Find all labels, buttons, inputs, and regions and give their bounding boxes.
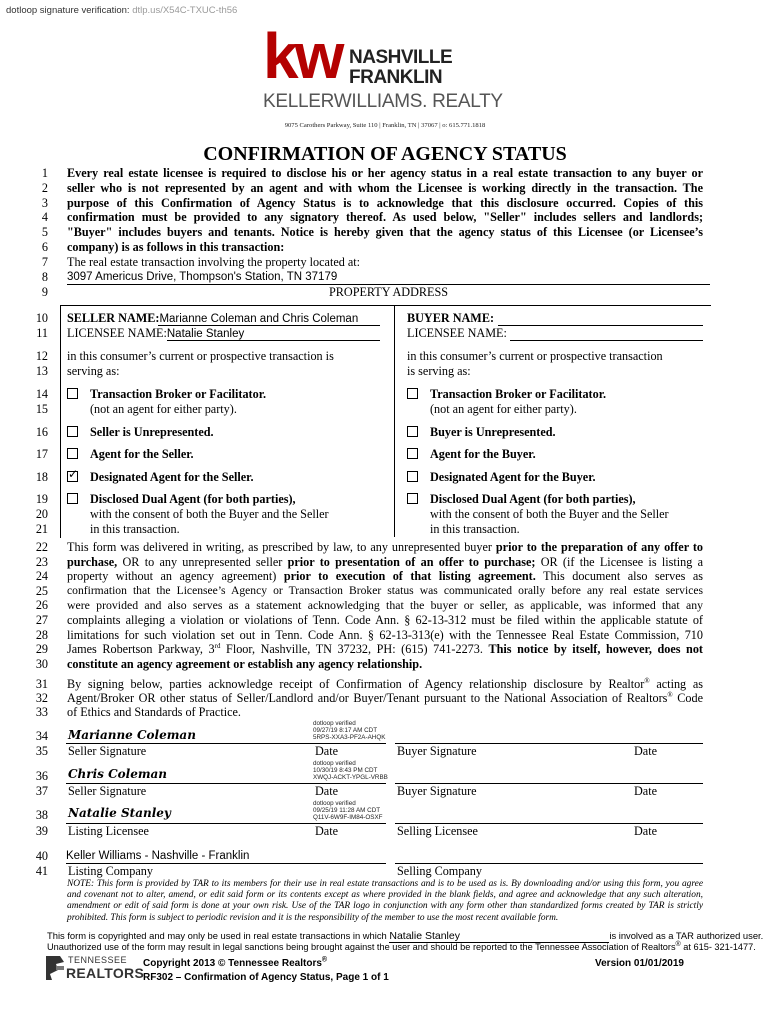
- seller-option-designated-agent[interactable]: [67, 470, 254, 485]
- line-number: 5: [41, 225, 48, 239]
- footer-copyright: [143, 958, 327, 970]
- checkbox-checked[interactable]: [67, 471, 78, 482]
- logo-city-franklin: FRANKLIN: [349, 67, 443, 88]
- seller-signature-label-2: Seller Signature: [68, 784, 147, 798]
- buyer-dual-note-2: in this transaction.: [430, 522, 520, 536]
- body-line-23: [67, 555, 703, 570]
- line-number: 35: [35, 744, 48, 758]
- seller-signature-2[interactable]: Chris Coleman: [68, 767, 168, 781]
- line-number: 6: [41, 240, 48, 254]
- line-number: 12: [35, 349, 48, 363]
- body-line-29: [67, 642, 703, 657]
- body-text-bold: purchase,: [67, 555, 118, 569]
- stamp-text: dotloop verified: [313, 800, 356, 807]
- seller-signature-label-1: Seller Signature: [68, 744, 147, 758]
- intro-line: confirmation must be provided to any signatory thereof. As used below, "Seller" includes sellers and landlords;: [67, 210, 703, 224]
- keller-williams-logo: [263, 20, 513, 118]
- logo-city-nashville: NASHVILLE: [349, 47, 453, 68]
- seller-licensee-value[interactable]: Natalie Stanley: [166, 328, 245, 340]
- seller-serving-2: serving as:: [67, 364, 120, 378]
- body-line-30: constitute an agency agreement or establish any agency relationship.: [67, 657, 423, 671]
- checkbox[interactable]: [67, 493, 78, 504]
- body-line-32: [67, 691, 703, 706]
- body-text: Floor, Nashville, TN 37232, PH: (615) 741-2273.: [220, 642, 489, 656]
- buyer-option-agent[interactable]: [407, 447, 536, 462]
- option-label: Designated Agent for the Buyer.: [430, 470, 596, 484]
- body-text: James Robertson Parkway, 3: [67, 642, 215, 656]
- buyer-name-line[interactable]: [498, 325, 703, 326]
- line-number: 39: [35, 824, 48, 838]
- buyer-option-dual-agent[interactable]: [407, 492, 636, 507]
- selling-company-label: Selling Company: [397, 864, 482, 878]
- buyer-option-tb-note: (not an agent for either party).: [430, 402, 577, 416]
- seller-name-value[interactable]: Marianne Coleman and Chris Coleman: [159, 313, 359, 325]
- checkbox[interactable]: [67, 388, 78, 399]
- stamp-text: XWQJ-ACKT-YPGL-VRBB: [313, 773, 388, 781]
- line-number: 7: [41, 255, 48, 269]
- checkbox[interactable]: [407, 388, 418, 399]
- line-number: 15: [35, 402, 48, 416]
- line-number: 38: [35, 808, 48, 822]
- stamp-text: 5RPS-XXA3-PF2A-AHQK: [313, 733, 386, 741]
- body-line-26: were provided and also serves as a statement acknowledging that the buyer or seller, as applicable, was informed that any: [67, 598, 703, 612]
- body-line-33: of Ethics and Standards of Practice.: [67, 705, 241, 719]
- line-number: 32: [35, 691, 48, 705]
- stamp-text: dotloop verified: [313, 760, 356, 767]
- line-number: 3: [41, 196, 48, 210]
- body-line-31: [67, 677, 703, 692]
- page-title: CONFIRMATION OF AGENCY STATUS: [203, 143, 567, 165]
- intro-line: Every real estate licensee is required to disclose his or her agency status in a real estate transaction to any buyer or: [67, 166, 703, 180]
- buyer-option-transaction-broker[interactable]: [407, 387, 606, 402]
- office-address: 9075 Carothers Parkway, Suite 110 | Franklin, TN | 37067 | o: 615.771.1818: [284, 122, 486, 129]
- listing-licensee-label: Listing Licensee: [68, 824, 149, 838]
- superscript: ®: [675, 940, 681, 948]
- property-address-label: PROPERTY ADDRESS: [328, 285, 449, 299]
- footer-form-id: RF302 – Confirmation of Agency Status, Page 1 of 1: [143, 972, 389, 983]
- line-number: 40: [35, 849, 48, 863]
- date-label: Date: [634, 784, 658, 798]
- tennessee-realtors-logo: [44, 954, 145, 984]
- line-number: 14: [35, 387, 48, 401]
- body-line-22: [67, 540, 703, 555]
- intro-line: purpose of this Confirmation of Agency Status is to acknowledge that this disclosure occurred. Copies of this: [67, 196, 703, 210]
- stamp-text: Q11V-6W9F-IM84-OSXF: [313, 813, 383, 821]
- line-number: 22: [35, 540, 48, 554]
- date-label: Date: [315, 824, 339, 838]
- line-number: 27: [35, 613, 48, 627]
- body-text: OR to any unrepresented seller: [117, 555, 288, 569]
- footer-text: This form is copyrighted and may only be used in real estate transactions in which: [47, 930, 390, 941]
- checkbox[interactable]: [407, 448, 418, 459]
- body-text: Agent/Broker OR other status of Seller/Landlord and/or Buyer/Tenant pursuant to the National Association of Realtors: [67, 691, 668, 705]
- body-text: By signing below, parties acknowledge receipt of Confirmation of Agency relationship disclosure by Realtor: [67, 677, 645, 691]
- footer-version: Version 01/01/2019: [595, 958, 684, 969]
- date-label: Date: [634, 824, 658, 838]
- date-label: Date: [634, 744, 658, 758]
- body-text-bold: prior to presentation of an offer to purchase;: [287, 555, 536, 569]
- line-number: 21: [35, 522, 48, 536]
- property-address-value[interactable]: 3097 Americus Drive, Thompson's Station, TN 37179: [67, 271, 338, 283]
- option-label: Agent for the Seller.: [90, 447, 194, 461]
- line-number: 1: [41, 166, 48, 180]
- line-number: 34: [35, 729, 48, 743]
- parties-table-divider: [394, 305, 395, 537]
- option-label: Seller is Unrepresented.: [90, 425, 214, 439]
- body-line-24: [67, 569, 703, 584]
- line-number: 36: [35, 769, 48, 783]
- option-label: Transaction Broker or Facilitator.: [90, 387, 267, 401]
- property-intro: The real estate transaction involving the property located at:: [67, 255, 361, 269]
- listing-company-label: Listing Company: [68, 864, 153, 878]
- buyer-signature-label-2: Buyer Signature: [397, 784, 477, 798]
- stamp-text: dotloop verified: [313, 720, 356, 727]
- date-label: Date: [315, 744, 339, 758]
- option-label: Designated Agent for the Seller.: [90, 470, 254, 484]
- dotloop-stamp-1: [313, 721, 385, 741]
- checkbox[interactable]: [407, 426, 418, 437]
- verification-link[interactable]: dtlp.us/X54C-TXUC-th56: [132, 5, 238, 16]
- body-text-bold: prior to execution of that listing agreement.: [283, 569, 536, 583]
- checkbox[interactable]: [67, 448, 78, 459]
- line-number: 24: [35, 569, 48, 583]
- line-number: 31: [35, 677, 48, 691]
- seller-licensee-label: LICENSEE NAME:: [67, 326, 167, 340]
- line-number: 2: [41, 181, 48, 195]
- line-number: 29: [35, 642, 48, 656]
- seller-option-tb-note: (not an agent for either party).: [90, 402, 237, 416]
- dotloop-verification: [6, 5, 237, 16]
- buyer-name-label: BUYER NAME:: [407, 311, 495, 325]
- body-text: acting as: [649, 677, 703, 691]
- footer-copyright-line-2: [47, 940, 756, 953]
- selling-licensee-label: Selling Licensee: [397, 824, 478, 838]
- seller-licensee-line: [167, 340, 380, 341]
- buyer-licensee-line[interactable]: [510, 340, 703, 341]
- line-number: 16: [35, 425, 48, 439]
- footer-text: is involved as a TAR authorized user.: [609, 930, 764, 941]
- line-number: 20: [35, 507, 48, 521]
- logo-brand: KELLERWILLIAMS. REALTY: [263, 91, 503, 112]
- buyer-serving-1: in this consumer’s current or prospective transaction: [407, 349, 663, 363]
- intro-line: seller who is not represented by an agent and with whom the Licensee is working directly in the transaction. The: [67, 181, 703, 195]
- seller-option-transaction-broker[interactable]: [67, 387, 266, 402]
- stamp-text: 10/30/19 8:43 PM CDT: [313, 766, 378, 774]
- line-number: 10: [35, 311, 48, 325]
- line-number: 26: [35, 598, 48, 612]
- body-text-bold: This notice by itself, however, does not: [488, 642, 703, 656]
- verification-label: dotloop signature verification:: [6, 5, 130, 16]
- line-number: 8: [41, 270, 48, 284]
- body-text: property without an agency agreement): [67, 569, 284, 583]
- line-number: 25: [35, 584, 48, 598]
- superscript: rd: [214, 641, 221, 650]
- seller-serving-1: in this consumer’s current or prospective transaction is: [67, 349, 334, 363]
- option-label: Transaction Broker or Facilitator.: [430, 387, 607, 401]
- line-number: 33: [35, 705, 48, 719]
- footer-text: Unauthorized use of the form may result in legal sanctions being brought against the user and should be reported to the Tennessee Association of Realtors: [47, 942, 676, 952]
- seller-name-label: SELLER NAME:: [67, 311, 160, 325]
- option-label: Disclosed Dual Agent (for both parties),: [90, 492, 296, 506]
- body-text-bold: prior to the preparation of any offer to: [495, 540, 704, 554]
- tennessee-state-icon: [44, 954, 66, 982]
- seller-dual-note-1: with the consent of both the Buyer and the Seller: [90, 507, 329, 521]
- superscript: ®: [644, 676, 650, 685]
- option-label: Disclosed Dual Agent (for both parties),: [430, 492, 636, 506]
- authorized-user-name: Natalie Stanley: [389, 931, 609, 943]
- line-number: 19: [35, 492, 48, 506]
- stamp-text: 09/25/19 11:28 AM CDT: [313, 806, 381, 814]
- checkbox[interactable]: [407, 493, 418, 504]
- body-text: OR (if the Licensee is listing a: [535, 555, 703, 569]
- body-line-28: limitations for such violation set out in Tenn. Code Ann. § 62-13-313(e) with the Tennessee Real Estate Commission, 710: [67, 628, 703, 642]
- footer-text: Copyright 2013 © Tennessee Realtors: [143, 958, 322, 969]
- dotloop-stamp-2: [313, 761, 388, 781]
- line-number: 30: [35, 657, 48, 671]
- option-label: Buyer is Unrepresented.: [430, 425, 556, 439]
- seller-signature-1[interactable]: Marianne Coleman: [68, 728, 196, 742]
- date-label: Date: [315, 784, 339, 798]
- legal-note: NOTE: This form is provided by TAR to its members for their use in real estate transactions and is to be used as is. By downloading and/or using this form, you agree and covenant not to alter, amend, or edit said form or its contents except as where provided in the blank fields, and agree and acknowledge that any such alteration, amendment or edit of said form is done at your own risk. Use of the TAR logo in conjunction with any form other than standardized forms created by TAR is strictly prohibited. This form is subject to periodic revision and it is the responsibility of the member to use the most recent available form.: [67, 879, 703, 923]
- body-line-27: complaints alleging a violation or violations of Tenn. Code Ann. § 62-13-312 must be filed within the applicable statute of: [67, 613, 703, 627]
- buyer-name-row: [407, 311, 494, 326]
- line-number: 28: [35, 628, 48, 642]
- body-line-25: confirmation that the Licensee’s Agency or Transaction Broker status was communicated orally before any real estate services: [67, 584, 703, 597]
- body-text: This document also serves as: [535, 569, 703, 583]
- listing-licensee-signature[interactable]: Natalie Stanley: [68, 806, 171, 820]
- line-number: 11: [36, 326, 48, 340]
- tar-logo-text-1: TENNESSEE: [68, 955, 128, 965]
- buyer-serving-2: is serving as:: [407, 364, 471, 378]
- line-number: 4: [41, 210, 48, 224]
- kw-mark: kw: [263, 20, 341, 92]
- buyer-licensee-label: LICENSEE NAME:: [407, 326, 507, 340]
- stamp-text: 09/27/19 8:17 AM CDT: [313, 726, 378, 734]
- buyer-signature-label-1: Buyer Signature: [397, 744, 477, 758]
- seller-option-dual-agent[interactable]: [67, 492, 296, 507]
- body-text: Code: [672, 691, 703, 705]
- checkbox[interactable]: [67, 426, 78, 437]
- intro-line: "Buyer" includes buyers and tenants. Notice is hereby given that the agency status of this Licensee (or Licensee’s: [67, 225, 703, 239]
- tar-logo-text-2: REALTORS: [66, 965, 145, 981]
- seller-option-agent[interactable]: [67, 447, 194, 462]
- line-number: 13: [35, 364, 48, 378]
- buyer-dual-note-1: with the consent of both the Buyer and the Seller: [430, 507, 669, 521]
- seller-option-unrepresented[interactable]: [67, 425, 214, 440]
- superscript: ®: [667, 690, 673, 699]
- listing-company-value[interactable]: Keller Williams - Nashville - Franklin: [66, 850, 250, 862]
- seller-dual-note-2: in this transaction.: [90, 522, 180, 536]
- body-text: This form was delivered in writing, as prescribed by law, to any unrepresented buyer: [67, 540, 496, 554]
- line-number: 18: [35, 470, 48, 484]
- line-number: 9: [41, 285, 48, 299]
- line-number: 23: [35, 555, 48, 569]
- line-number: 41: [35, 864, 48, 878]
- buyer-option-designated-agent[interactable]: [407, 470, 596, 485]
- superscript: ®: [321, 956, 328, 964]
- footer-text: at 615- 321-1477.: [680, 942, 756, 952]
- checkbox[interactable]: [407, 471, 418, 482]
- line-number: 17: [35, 447, 48, 461]
- buyer-option-unrepresented[interactable]: [407, 425, 556, 440]
- dotloop-stamp-3: [313, 801, 383, 821]
- option-label: Agent for the Buyer.: [430, 447, 536, 461]
- intro-line: company) is as follows in this transaction:: [67, 240, 285, 254]
- line-number: 37: [35, 784, 48, 798]
- buyer-licensee-row: [407, 326, 507, 341]
